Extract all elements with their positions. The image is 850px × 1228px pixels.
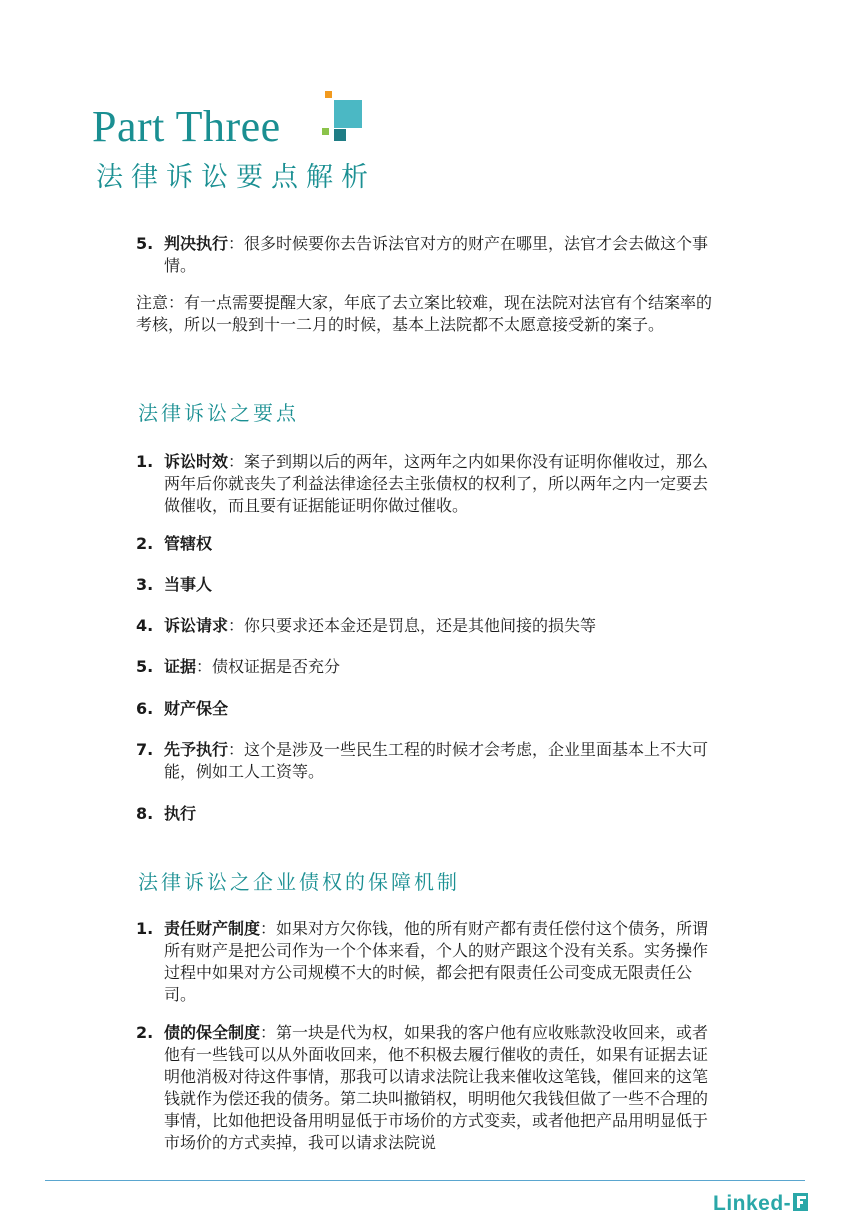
item-number: 5. (136, 234, 154, 253)
item-text: ：第一块是代为权，如果我的客户他有应收账款没收回来，或者他有一些钱可以从外面收回来，他不积极去履行催收的责任，如果有证据去证明他消极对待这件事情，那我可以请求法院让我来催收这笔钱，催回来的这笔钱就作为偿还我的债务。第二块叫撤销权，明明他欠我钱但做了一些不合理的事情，比如他把设备用明显低于市场价的方式变卖，或者他把产品用明显低于市场价的方式卖掉，我可以请求法院说 (164, 1023, 709, 1152)
item-label: 诉讼请求 (164, 616, 229, 635)
item-label: 判决执行 (164, 234, 229, 253)
item-number: 2. (136, 1023, 154, 1042)
footer-divider (45, 1180, 805, 1181)
item-number: 7. (136, 740, 154, 759)
decor-square-teal (334, 100, 362, 128)
item-text: ：这个是涉及一些民生工程的时候才会考虑，企业里面基本上不大可能，例如工人工资等。 (164, 740, 709, 781)
item-label: 先予执行 (164, 740, 229, 759)
item-number: 2. (136, 534, 154, 553)
part-title: Part Three (92, 102, 281, 151)
item-label: 管辖权 (164, 534, 213, 553)
section-title: 法律诉讼之要点 (138, 401, 299, 425)
item-number: 8. (136, 804, 154, 823)
item-label: 财产保全 (164, 699, 229, 718)
decor-square-orange (325, 91, 332, 98)
item-text: ：案子到期以后的两年，这两年之内如果你没有证明你催收过，那么两年后你就丧失了利益法律途径去主张债权的权利了，所以两年之内一定要去做催收，而且要有证据能证明你做过催收。 (164, 452, 709, 515)
item-label: 债的保全制度 (164, 1023, 261, 1042)
note-paragraph: 注意：有一点需要提醒大家，年底了去立案比较难，现在法院对法官有个结案率的考核，所以一般到十一二月的时候，基本上法院都不太愿意接受新的案子。 (136, 293, 713, 334)
item-label: 执行 (164, 804, 197, 823)
logo-text: Linked- (713, 1192, 792, 1215)
item-text: ：债权证据是否充分 (196, 657, 341, 676)
item-number: 5. (136, 657, 154, 676)
section-title: 法律诉讼之企业债权的保障机制 (138, 870, 460, 894)
item-number: 4. (136, 616, 154, 635)
item-number: 1. (136, 452, 154, 471)
item-label: 证据 (164, 657, 197, 676)
decor-square-green (322, 128, 329, 135)
item-text: ：你只要求还本金还是罚息，还是其他间接的损失等 (228, 616, 597, 635)
item-number: 3. (136, 575, 154, 594)
item-number: 1. (136, 919, 154, 938)
item-text: ：很多时候要你去告诉法官对方的财产在哪里，法官才会去做这个事情。 (164, 234, 709, 275)
item-number: 6. (136, 699, 154, 718)
item-text: ：如果对方欠你钱，他的所有财产都有责任偿付这个债务，所谓所有财产是把公司作为一个个体来看，个人的财产跟这个没有关系。实务操作过程中如果对方公司规模不大的时候，都会把有限责任公司变成无限责任公司。 (164, 919, 709, 1004)
part-subtitle: 法律诉讼要点解析 (96, 162, 376, 193)
decor-square-dark (334, 129, 346, 141)
item-label: 诉讼时效 (164, 452, 229, 471)
item-label: 责任财产制度 (164, 919, 261, 938)
brand-logo (713, 1190, 808, 1218)
item-label: 当事人 (164, 575, 213, 594)
logo-f-icon (793, 1193, 808, 1211)
